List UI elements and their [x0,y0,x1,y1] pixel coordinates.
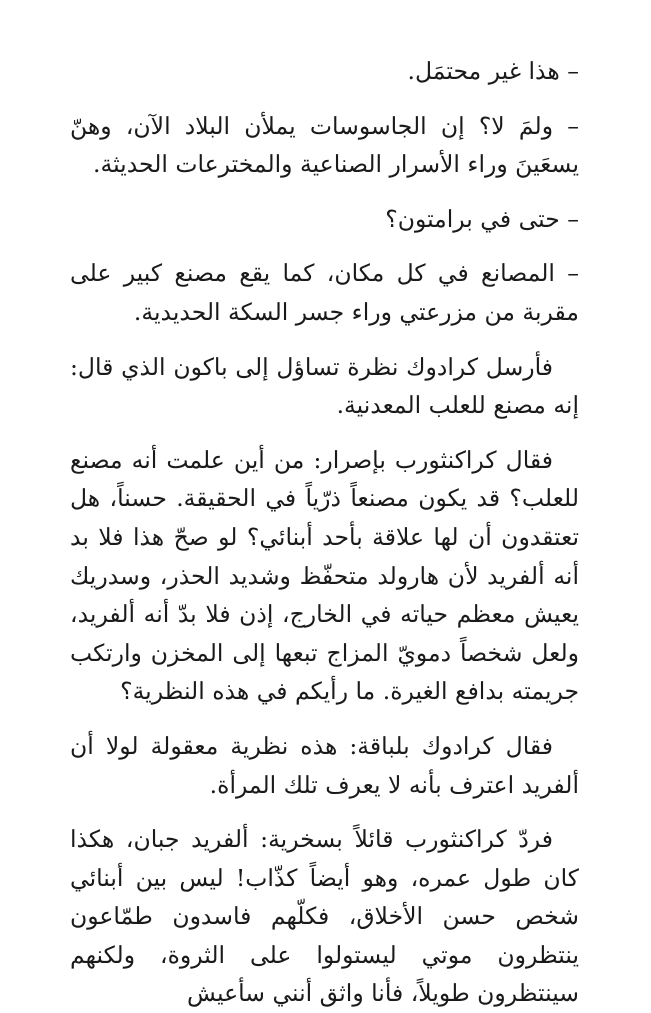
paragraph-7 [70,727,579,804]
paragraph-6 [70,441,579,711]
paragraph-1 [70,52,579,91]
paragraph-8 [70,820,579,1013]
paragraph-6-text: فقال كراكنثورب بإصرار: من أين علمت أنه مصنع للعلب؟ قد يكون مصنعاً ذرّياً في الحقيقة. حسناً، هل تعتقدون أن لها علاقة بأحد أبنائي؟ لو صحّ هذا فلا بد أنه ألفريد لأن هارولد متحفّظ وشديد الحذر، وسدريك يعيش معظم حياته في الخارج، إذن فلا بدّ أنه ألفريد، ولعل شخصاً دمويّ المزاج تبعها إلى المخزن وارتكب جريمته بدافع الغيرة. ما رأيكم في هذه النظرية؟ [70,445,579,706]
paragraph-4 [70,254,579,331]
paragraph-7-text: فقال كرادوك بلباقة: هذه نظرية معقولة لولا أن ألفريد اعترف بأنه لا يعرف تلك المرأة. [70,731,579,799]
paragraph-8-text: فردّ كراكنثورب قائلاً بسخرية: ألفريد جبان، هكذا كان طول عمره، وهو أيضاً كذّاب! ليس بين أبنائي شخص حسن الأخلاق، فكلّهم فاسدون طمّاعون ينتظرون موتي ليستولوا على الثروة، ولكنهم سينتظرون طويلاً، فأنا واثق أنني سأعيش [70,825,579,1008]
paragraph-5 [70,348,579,425]
paragraph-2-text: – ولمَ لا؟ إن الجاسوسات يملأن البلاد الآن، وهنّ يسعَينَ وراء الأسرار الصناعية والمخترعات الحديثة. [70,111,579,179]
paragraph-2 [70,107,579,184]
paragraph-4-text: – المصانع في كل مكان، كما يقع مصنع كبير على مقربة من مزرعتي وراء جسر السكة الحديدية. [70,259,579,326]
paragraph-1-text: – هذا غير محتمَل. [407,57,579,85]
paragraph-3 [70,200,579,239]
paragraph-5-text: فأرسل كرادوك نظرة تساؤل إلى باكون الذي قال: إنه مصنع للعلب المعدنية. [70,352,579,420]
paragraph-3-text: – حتى في برامتون؟ [385,204,579,233]
